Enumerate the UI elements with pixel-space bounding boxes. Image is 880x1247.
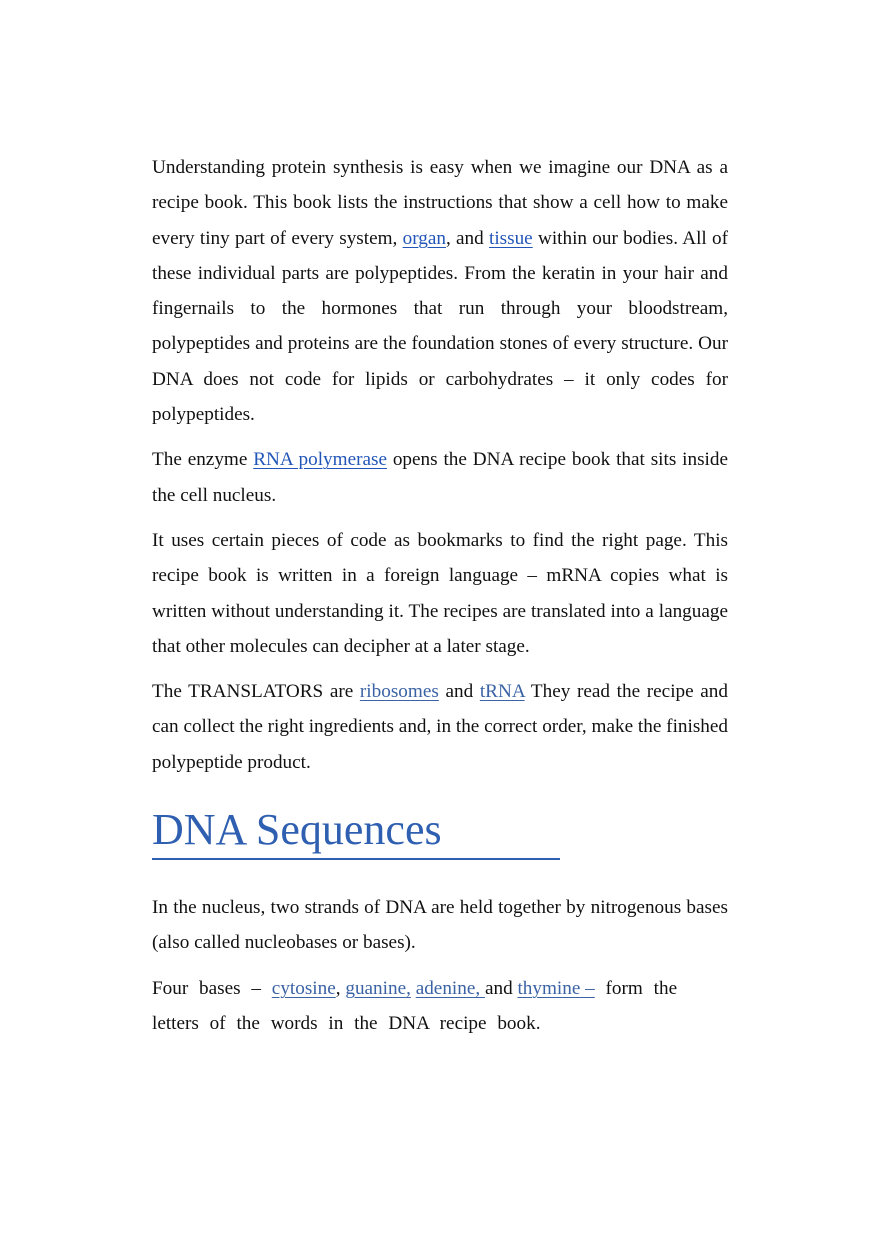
section-heading-dna-sequences: DNA Sequences (152, 802, 560, 860)
link-organ[interactable]: organ (402, 227, 446, 249)
paragraph-text: They read the recipe and can collect the right ingredients and, in the correct order, make the finished polypeptide product. (152, 681, 728, 773)
link-cytosine[interactable]: cytosine (271, 977, 336, 999)
paragraph-text: and (438, 681, 480, 703)
paragraph-text: The enzyme (152, 449, 254, 471)
paragraph-text: , and (445, 227, 489, 249)
link-tissue[interactable]: tissue (488, 227, 533, 249)
paragraph-rna-polymerase (152, 442, 728, 513)
paragraph-text: The TRANSLATORS are (152, 681, 360, 703)
link-rna-polymerase[interactable]: RNA polymerase (253, 449, 387, 471)
paragraph-text: within our bodies. All of these individual parts are polypeptides. From the keratin in your hair and fingernails to the hormones that run through your bloodstream, polypeptides and proteins are the foundation stones of every structure. Our DNA does not code for lipids or carbohydrates – it only codes for polypeptides. (152, 227, 728, 426)
link-ribosomes[interactable]: ribosomes (359, 681, 439, 703)
link-adenine[interactable]: adenine, (415, 977, 485, 999)
document-page (152, 150, 728, 1041)
link-thymine[interactable]: thymine – (517, 977, 595, 999)
section-heading-wrap (152, 802, 728, 868)
paragraph-text: Four bases – (152, 977, 272, 999)
paragraph-text: Understanding protein synthesis is easy when we imagine our DNA as a recipe book. This book lists the instructions that show a cell how to make every tiny part of every system, (152, 157, 728, 249)
paragraph-text: , (335, 977, 346, 999)
link-guanine[interactable]: guanine, (345, 977, 411, 999)
paragraph-nucleus: In the nucleus, two strands of DNA are held together by nitrogenous bases (also called nucleobases or bases). (152, 897, 728, 954)
link-trna[interactable]: tRNA (479, 681, 525, 703)
paragraph-text: and (484, 977, 518, 999)
paragraph-translators (152, 674, 728, 780)
paragraph-text: opens the DNA recipe book that sits inside the cell nucleus. (152, 449, 729, 506)
paragraph-bookmarks: It uses certain pieces of code as bookmarks to find the right page. This recipe book is written in a foreign language – mRNA copies what is written without understanding it. The recipes are translated into a language that other molecules can decipher at a later stage. (152, 529, 728, 657)
paragraph-four-bases (152, 971, 728, 1042)
paragraph-protein-synthesis (152, 150, 728, 432)
paragraph-text: form the letters of the words in the DNA recipe book. (152, 977, 678, 1034)
